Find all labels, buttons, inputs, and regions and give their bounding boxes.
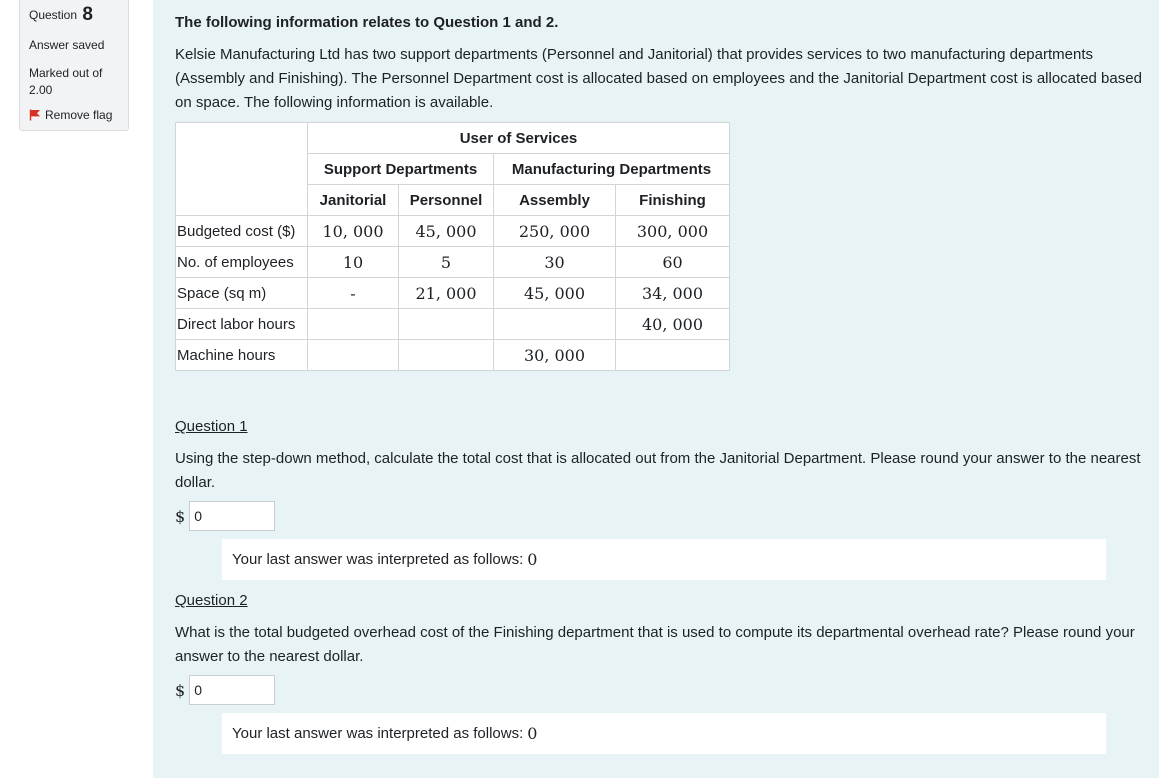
column-header: Finishing xyxy=(616,185,730,216)
question-1-answer-input[interactable] xyxy=(189,501,275,531)
table-cell xyxy=(399,340,494,371)
table-row xyxy=(176,216,730,247)
currency-symbol: $ xyxy=(175,506,186,526)
table-cell: 60 xyxy=(616,247,730,278)
feedback-label: Your last answer was interpreted as follows: xyxy=(232,551,524,568)
table-cell: 21, 000 xyxy=(399,278,494,309)
question-1-answer-row xyxy=(175,501,275,531)
group-support-header: Support Departments xyxy=(308,154,494,185)
table-cell: 5 xyxy=(399,247,494,278)
table-corner-cell xyxy=(176,123,308,216)
cost-data-table xyxy=(175,122,730,371)
table-title: User of Services xyxy=(308,123,730,154)
table-row xyxy=(176,309,730,340)
table-cell xyxy=(399,309,494,340)
question-2-answer-input[interactable] xyxy=(189,675,275,705)
question-intro: Kelsie Manufacturing Ltd has two support departments (Personnel and Janitorial) that provides services to two manufacturing departments (Assembly and Finishing). The Personnel Department cost is allocated based on employees and the Janitorial Department cost is allocated based on space. The following information is available. xyxy=(175,46,1142,111)
table-cell: 250, 000 xyxy=(494,216,616,247)
row-label: Space (sq m) xyxy=(176,278,308,309)
feedback-label: Your last answer was interpreted as follows: xyxy=(232,725,524,742)
table-cell: 300, 000 xyxy=(616,216,730,247)
table-cell xyxy=(308,309,399,340)
table-row xyxy=(176,247,730,278)
table-cell: - xyxy=(308,278,399,309)
group-manufacturing-header: Manufacturing Departments xyxy=(494,154,730,185)
table-cell: 40, 000 xyxy=(616,309,730,340)
table-row xyxy=(176,340,730,371)
remove-flag-label: Remove flag xyxy=(45,108,113,122)
question-grade: Marked out of 2.00 xyxy=(29,66,103,97)
table-cell: 45, 000 xyxy=(399,216,494,247)
question-1-text: Using the step-down method, calculate the total cost that is allocated out from the Janitorial Department. Please round your answer to the nearest dollar. xyxy=(175,450,1141,491)
table-cell: 34, 000 xyxy=(616,278,730,309)
table-row xyxy=(176,278,730,309)
row-label: No. of employees xyxy=(176,247,308,278)
question-2-text: What is the total budgeted overhead cost of the Finishing department that is used to compute its departmental overhead rate? Please round your answer to the nearest dollar. xyxy=(175,624,1135,665)
feedback-value: 0 xyxy=(527,550,538,569)
table-header-row xyxy=(176,123,730,154)
question-1-link[interactable]: Question 1 xyxy=(175,418,248,435)
table-cell xyxy=(494,309,616,340)
table-cell xyxy=(616,340,730,371)
column-header: Personnel xyxy=(399,185,494,216)
question-heading: The following information relates to Question 1 and 2. xyxy=(175,14,559,31)
feedback-value: 0 xyxy=(527,724,538,743)
question-2-link[interactable]: Question 2 xyxy=(175,592,248,609)
column-header: Assembly xyxy=(494,185,616,216)
table-cell: 10, 000 xyxy=(308,216,399,247)
question-content xyxy=(153,0,1159,778)
table-cell: 30, 000 xyxy=(494,340,616,371)
table-cell xyxy=(308,340,399,371)
question-2-answer-row xyxy=(175,675,275,705)
table-cell: 10 xyxy=(308,247,399,278)
row-label: Direct labor hours xyxy=(176,309,308,340)
remove-flag-link[interactable] xyxy=(29,108,112,122)
question-state: Answer saved xyxy=(29,38,105,52)
row-label: Machine hours xyxy=(176,340,308,371)
question-1-feedback xyxy=(222,539,1106,580)
column-header: Janitorial xyxy=(308,185,399,216)
flag-icon xyxy=(29,109,41,121)
currency-symbol: $ xyxy=(175,680,186,700)
table-cell: 30 xyxy=(494,247,616,278)
question-info-box xyxy=(19,0,129,131)
question-number: Question 8 xyxy=(29,4,93,25)
question-2-feedback xyxy=(222,713,1106,754)
table-cell: 45, 000 xyxy=(494,278,616,309)
row-label: Budgeted cost ($) xyxy=(176,216,308,247)
